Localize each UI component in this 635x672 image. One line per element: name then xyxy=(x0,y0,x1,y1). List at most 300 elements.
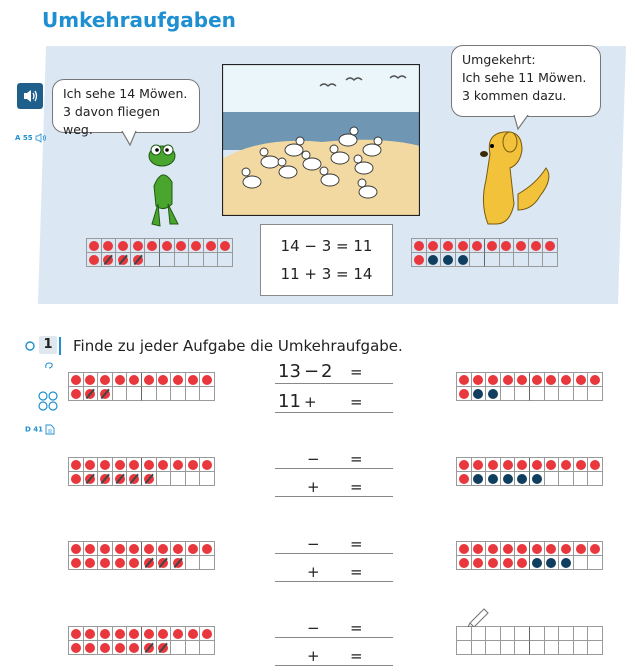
ten-frame-cell xyxy=(501,458,516,472)
ten-frame-cell xyxy=(457,373,472,387)
ten-frame-cell xyxy=(412,239,427,253)
ten-frame-cell xyxy=(142,458,157,472)
red-counter xyxy=(459,544,469,554)
blue-counter xyxy=(532,558,542,568)
red-counter xyxy=(100,544,110,554)
ex2-plus: + xyxy=(307,478,320,496)
ten-frame-cell xyxy=(84,556,99,570)
ten-frame-cell xyxy=(501,627,516,641)
red-counter xyxy=(590,544,600,554)
red-counter xyxy=(561,375,571,385)
ten-frame-row xyxy=(412,253,558,267)
answer-line[interactable] xyxy=(275,553,393,554)
red-counter xyxy=(100,558,110,568)
ten-frame-cell xyxy=(200,387,215,401)
ten-frame-cell xyxy=(186,641,201,655)
red-counter xyxy=(473,460,483,470)
ten-frame-cell xyxy=(145,239,160,253)
red-counter xyxy=(202,375,212,385)
crossed-counter xyxy=(133,255,143,265)
ten-frame-cell xyxy=(69,556,84,570)
ten-frame-cell xyxy=(588,627,603,641)
blue-counter xyxy=(561,558,571,568)
ten-frame-cell xyxy=(171,627,186,641)
ten-frame-cell xyxy=(514,239,529,253)
red-counter xyxy=(545,241,555,251)
blue-counter xyxy=(473,389,483,399)
answer-line[interactable] xyxy=(275,412,393,413)
ten-frame-cell xyxy=(116,253,131,267)
red-counter xyxy=(488,558,498,568)
red-counter xyxy=(202,460,212,470)
blue-counter xyxy=(532,474,542,484)
ten-frame-cell xyxy=(69,472,84,486)
ten-frame-cell xyxy=(588,472,603,486)
ten-frame-cell xyxy=(559,373,574,387)
red-counter xyxy=(220,241,230,251)
ten-frame-cell xyxy=(588,542,603,556)
ten-frame-cell xyxy=(530,556,545,570)
ten-frame-row xyxy=(69,542,215,556)
ten-frame-cell xyxy=(574,373,589,387)
ten-frame-cell xyxy=(171,387,186,401)
ten-frame-cell xyxy=(486,556,501,570)
red-counter xyxy=(115,375,125,385)
ten-frame-row1-left xyxy=(68,372,215,401)
ex1-number-b: 2 xyxy=(321,361,333,382)
red-counter xyxy=(129,460,139,470)
red-counter xyxy=(129,544,139,554)
crossed-counter xyxy=(129,474,139,484)
ten-frame-cell xyxy=(200,627,215,641)
ten-frame-cell xyxy=(98,387,113,401)
ten-frame-cell xyxy=(545,542,560,556)
ten-frame-cell xyxy=(127,627,142,641)
ten-frame-cell xyxy=(543,253,558,267)
ten-frame-cell xyxy=(113,627,128,641)
ten-frame-cell xyxy=(113,542,128,556)
ten-frame-cell xyxy=(131,253,146,267)
ten-frame-row xyxy=(457,458,603,472)
ten-frame-cell xyxy=(200,472,215,486)
red-counter xyxy=(85,629,95,639)
red-counter xyxy=(71,629,81,639)
red-counter xyxy=(115,643,125,653)
speaker-icon xyxy=(17,83,43,109)
ten-frame-cell xyxy=(574,556,589,570)
ex4-reverse-equals: = xyxy=(350,647,363,665)
ten-frame-row xyxy=(412,239,558,253)
red-counter xyxy=(488,460,498,470)
red-counter xyxy=(71,558,81,568)
answer-line[interactable] xyxy=(275,581,393,582)
ten-frame-cell xyxy=(102,253,117,267)
ten-frame-cell xyxy=(200,556,215,570)
red-counter xyxy=(158,375,168,385)
red-counter xyxy=(191,241,201,251)
bubble-tail xyxy=(120,131,140,147)
ten-frame-cell xyxy=(175,239,190,253)
ten-frame-cell xyxy=(486,472,501,486)
hearing-icon xyxy=(44,362,54,370)
ten-frame-cell xyxy=(472,472,487,486)
frog-line-2: 3 davon fliegen weg. xyxy=(63,104,161,137)
ten-frame-cell xyxy=(98,472,113,486)
ten-frame-cell xyxy=(186,542,201,556)
red-counter xyxy=(459,474,469,484)
ten-frame-cell xyxy=(574,542,589,556)
ten-frame-cell xyxy=(157,458,172,472)
red-counter xyxy=(503,544,513,554)
dog-line-3: 3 kommen dazu. xyxy=(462,88,567,103)
frog-illustration xyxy=(140,142,190,232)
ten-frame-cell xyxy=(441,253,456,267)
red-counter xyxy=(71,460,81,470)
crossed-counter xyxy=(85,474,95,484)
ten-frame-cell xyxy=(574,641,589,655)
ten-frame-cell xyxy=(102,239,117,253)
red-counter xyxy=(532,544,542,554)
ten-frame-cell xyxy=(485,239,500,253)
ten-frame-cell xyxy=(559,556,574,570)
ten-frame-cell xyxy=(186,387,201,401)
ten-frame-cell xyxy=(157,542,172,556)
ten-frame-cell xyxy=(186,627,201,641)
ex1-reverse-equals: = xyxy=(350,393,363,411)
ten-frame-cell xyxy=(515,556,530,570)
ten-frame-row3-right xyxy=(456,541,603,570)
ten-frame-cell xyxy=(98,458,113,472)
example-addition: 11 + 3 = 14 xyxy=(280,265,373,283)
red-counter xyxy=(188,544,198,554)
ten-frame-cell xyxy=(501,542,516,556)
ten-frame-row4-left xyxy=(68,626,215,655)
answer-line[interactable] xyxy=(275,383,393,384)
red-counter xyxy=(576,460,586,470)
ten-frame-cell xyxy=(559,472,574,486)
ten-frame-cell xyxy=(530,387,545,401)
blue-counter xyxy=(473,474,483,484)
ten-frame-cell xyxy=(530,458,545,472)
red-counter xyxy=(472,241,482,251)
red-counter xyxy=(71,643,81,653)
ten-frame-cell xyxy=(472,387,487,401)
ten-frame-cell xyxy=(485,253,500,267)
red-counter xyxy=(532,375,542,385)
red-counter xyxy=(590,375,600,385)
answer-line[interactable] xyxy=(275,665,393,666)
red-counter xyxy=(428,241,438,251)
red-counter xyxy=(100,629,110,639)
red-counter xyxy=(576,544,586,554)
blue-counter xyxy=(517,474,527,484)
crossed-counter xyxy=(100,474,110,484)
red-counter xyxy=(546,375,556,385)
ten-frame-cell xyxy=(157,387,172,401)
red-counter xyxy=(473,375,483,385)
red-counter xyxy=(89,241,99,251)
ten-frame-cell xyxy=(171,542,186,556)
ten-frame-cell xyxy=(200,373,215,387)
task-divider xyxy=(59,337,61,355)
ten-frame-cell xyxy=(69,458,84,472)
ten-frame-cell xyxy=(186,458,201,472)
ten-frame-cell xyxy=(189,253,204,267)
red-counter xyxy=(590,460,600,470)
red-counter xyxy=(89,255,99,265)
red-counter xyxy=(100,375,110,385)
crossed-counter xyxy=(103,255,113,265)
ten-frame-row xyxy=(69,472,215,486)
audio-ref: A 55 xyxy=(15,133,47,143)
ex4-plus: + xyxy=(307,647,320,665)
ten-frame-row4-right[interactable] xyxy=(456,626,603,655)
red-counter xyxy=(517,558,527,568)
ten-frame-row xyxy=(87,239,233,253)
red-counter xyxy=(129,629,139,639)
ten-frame-cell xyxy=(142,373,157,387)
ten-frame-cell xyxy=(113,373,128,387)
ten-frame-cell xyxy=(472,627,487,641)
ten-frame-cell xyxy=(171,458,186,472)
ten-frame-cell xyxy=(157,641,172,655)
crossed-counter xyxy=(118,255,128,265)
ten-frame-cell xyxy=(515,373,530,387)
seagull-beach-picture xyxy=(222,64,420,216)
ten-frame-cell xyxy=(588,387,603,401)
ten-frame-cell xyxy=(545,472,560,486)
red-counter xyxy=(546,460,556,470)
ten-frame-cell xyxy=(113,387,128,401)
ten-frame-cell xyxy=(127,373,142,387)
ten-frame-cell xyxy=(204,253,219,267)
audio-button[interactable] xyxy=(17,83,43,109)
ten-frame-row xyxy=(457,542,603,556)
ten-frame-cell xyxy=(457,387,472,401)
frog-speech-bubble xyxy=(52,79,200,137)
ten-frame-row xyxy=(457,373,603,387)
red-counter xyxy=(501,241,511,251)
ten-frame-cell xyxy=(486,641,501,655)
crossed-counter xyxy=(144,558,154,568)
ten-frame-cell xyxy=(113,641,128,655)
ten-frame-cell xyxy=(171,556,186,570)
crossed-counter xyxy=(173,558,183,568)
ten-frame-cell xyxy=(456,239,471,253)
crossed-counter xyxy=(85,389,95,399)
ten-frame-cell xyxy=(456,253,471,267)
ex2-equals: = xyxy=(350,450,363,468)
red-counter xyxy=(173,544,183,554)
ten-frame-row xyxy=(69,387,215,401)
red-counter xyxy=(188,460,198,470)
red-counter xyxy=(173,375,183,385)
ten-frame-cell xyxy=(127,458,142,472)
red-counter xyxy=(459,389,469,399)
ten-frame-cell xyxy=(501,472,516,486)
ten-frame-cell xyxy=(457,641,472,655)
red-counter xyxy=(503,558,513,568)
ten-frame-cell xyxy=(171,472,186,486)
ten-frame-example-right xyxy=(411,238,558,267)
ten-frame-cell xyxy=(543,239,558,253)
red-counter xyxy=(488,375,498,385)
ex3-minus: − xyxy=(307,535,320,553)
red-counter xyxy=(71,375,81,385)
ten-frame-cell xyxy=(559,458,574,472)
red-counter xyxy=(85,460,95,470)
red-counter xyxy=(488,544,498,554)
crossed-counter xyxy=(158,558,168,568)
ten-frame-cell xyxy=(200,458,215,472)
ex3-plus: + xyxy=(307,563,320,581)
ten-frame-cell xyxy=(84,627,99,641)
ten-frame-cell xyxy=(171,373,186,387)
red-counter xyxy=(561,544,571,554)
ten-frame-cell xyxy=(113,556,128,570)
dog-speech-bubble xyxy=(451,45,601,117)
blue-counter xyxy=(488,474,498,484)
answer-line[interactable] xyxy=(275,496,393,497)
ten-frame-cell xyxy=(142,387,157,401)
ten-frame-cell xyxy=(470,253,485,267)
answer-line[interactable] xyxy=(275,637,393,638)
red-counter xyxy=(158,629,168,639)
red-counter xyxy=(100,460,110,470)
ten-frame-cell xyxy=(500,239,515,253)
gear-cluster-icon[interactable] xyxy=(35,388,61,414)
red-counter xyxy=(118,241,128,251)
ten-frame-cell xyxy=(574,627,589,641)
red-counter xyxy=(129,375,139,385)
task-number: 1 xyxy=(39,336,57,354)
ten-frame-cell xyxy=(559,641,574,655)
ten-frame-cell xyxy=(218,253,233,267)
ten-frame-cell xyxy=(545,373,560,387)
ten-frame-cell xyxy=(84,641,99,655)
ten-frame-row xyxy=(457,387,603,401)
red-counter xyxy=(443,241,453,251)
dog-line-2: Ich sehe 11 Möwen. xyxy=(462,70,587,85)
red-counter xyxy=(503,460,513,470)
ten-frame-cell xyxy=(486,627,501,641)
red-counter xyxy=(71,389,81,399)
ten-frame-cell xyxy=(142,627,157,641)
ten-frame-cell xyxy=(574,458,589,472)
ten-frame-row xyxy=(457,556,603,570)
ten-frame-cell xyxy=(131,239,146,253)
red-counter xyxy=(173,629,183,639)
ten-frame-cell xyxy=(545,458,560,472)
red-counter xyxy=(459,375,469,385)
ten-frame-cell xyxy=(142,556,157,570)
ten-frame-cell xyxy=(588,556,603,570)
red-counter xyxy=(115,629,125,639)
red-counter xyxy=(473,558,483,568)
ten-frame-cell xyxy=(501,373,516,387)
ten-frame-row xyxy=(457,641,603,655)
crossed-counter xyxy=(144,643,154,653)
red-counter xyxy=(85,558,95,568)
ten-frame-cell xyxy=(501,387,516,401)
ten-frame-cell xyxy=(142,542,157,556)
ten-frame-cell xyxy=(559,627,574,641)
ten-frame-cell xyxy=(530,627,545,641)
ten-frame-cell xyxy=(98,627,113,641)
red-counter xyxy=(576,375,586,385)
red-counter xyxy=(188,375,198,385)
red-counter xyxy=(115,460,125,470)
ten-frame-cell xyxy=(457,627,472,641)
document-icon[interactable] xyxy=(45,424,55,435)
ten-frame-cell xyxy=(427,239,442,253)
ten-frame-cell xyxy=(515,458,530,472)
ten-frame-cell xyxy=(98,373,113,387)
red-counter xyxy=(85,643,95,653)
ten-frame-cell xyxy=(157,627,172,641)
page-title: Umkehraufgaben xyxy=(42,8,236,32)
example-equations-box xyxy=(260,224,393,296)
red-counter xyxy=(144,375,154,385)
blue-counter xyxy=(488,389,498,399)
ten-frame-cell xyxy=(427,253,442,267)
ten-frame-cell xyxy=(486,542,501,556)
ten-frame-cell xyxy=(545,627,560,641)
ten-frame-cell xyxy=(127,387,142,401)
ten-frame-cell xyxy=(204,239,219,253)
red-counter xyxy=(459,460,469,470)
ten-frame-example-left xyxy=(86,238,233,267)
red-counter xyxy=(473,544,483,554)
download-ref: D 41 xyxy=(25,424,55,435)
ten-frame-cell xyxy=(69,542,84,556)
red-counter xyxy=(202,544,212,554)
red-counter xyxy=(115,558,125,568)
ten-frame-cell xyxy=(84,387,99,401)
ten-frame-cell xyxy=(84,472,99,486)
ex1-equals: = xyxy=(350,363,363,381)
red-counter xyxy=(85,544,95,554)
ten-frame-cell xyxy=(218,239,233,253)
ten-frame-row xyxy=(69,627,215,641)
red-counter xyxy=(532,460,542,470)
red-counter xyxy=(115,544,125,554)
ten-frame-cell xyxy=(175,253,190,267)
ten-frame-cell xyxy=(472,641,487,655)
red-counter xyxy=(517,544,527,554)
ten-frame-row xyxy=(69,641,215,655)
answer-line[interactable] xyxy=(275,468,393,469)
ten-frame-cell xyxy=(515,627,530,641)
ten-frame-cell xyxy=(69,627,84,641)
ten-frame-cell xyxy=(84,542,99,556)
red-counter xyxy=(546,544,556,554)
small-speaker-icon[interactable] xyxy=(35,133,47,143)
ten-frame-cell xyxy=(559,387,574,401)
red-counter xyxy=(71,474,81,484)
ten-frame-cell xyxy=(515,472,530,486)
ten-frame-cell xyxy=(588,641,603,655)
ten-frame-cell xyxy=(171,641,186,655)
ten-frame-row3-left xyxy=(68,541,215,570)
ten-frame-cell xyxy=(588,458,603,472)
red-counter xyxy=(158,460,168,470)
ten-frame-cell xyxy=(529,239,544,253)
ex1-number-a: 13 xyxy=(278,361,301,382)
ten-frame-row xyxy=(69,556,215,570)
crossed-counter xyxy=(144,474,154,484)
ten-frame-cell xyxy=(127,472,142,486)
